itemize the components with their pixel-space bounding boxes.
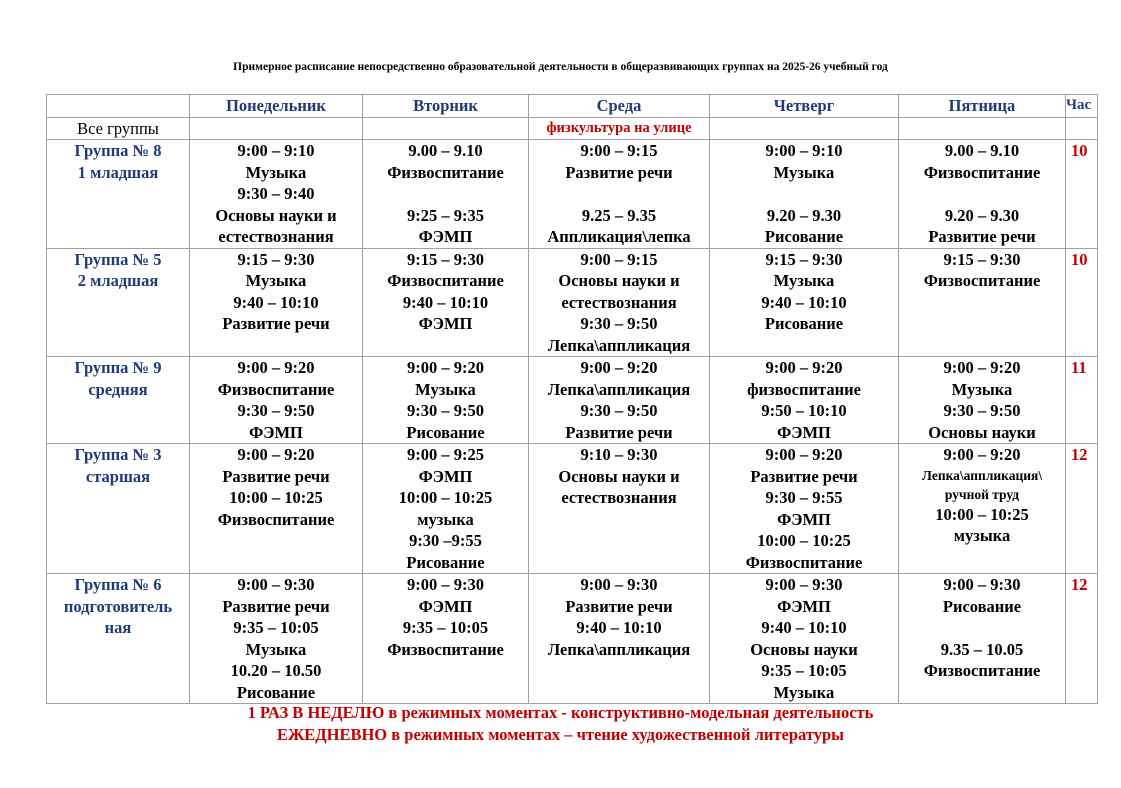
lesson-line: 9.20 – 9.30 [944, 205, 1020, 225]
weekly-hours-cell: 12 [1066, 574, 1098, 704]
lesson-line: естествознания [561, 292, 677, 312]
lesson-line: естествознания [218, 227, 334, 246]
lesson-cell [363, 248, 529, 357]
lesson-line: Рисование [764, 227, 844, 246]
lesson-line: Музыка [245, 639, 307, 659]
all-groups-tuesday [363, 117, 529, 140]
group-name-cell [47, 357, 190, 444]
lesson-line: 9:00 – 9:15 [580, 249, 658, 269]
lesson-line: Аппликация\лепка [547, 227, 691, 246]
lesson-cell [710, 357, 899, 444]
lesson-line: 9.00 – 9.10 [944, 141, 1020, 160]
lesson-line: 9:00 – 9:20 [765, 445, 843, 464]
lesson-line: Развитие речи [565, 162, 673, 182]
lesson-line: 9:30 – 9:50 [580, 401, 658, 420]
lesson-cell [529, 248, 710, 357]
lesson-line: Основы науки и [558, 466, 680, 486]
group-name-line: средняя [88, 379, 148, 399]
lesson-line: 9:40 – 10:10 [576, 618, 662, 637]
schedule-title: Примерное расписание непосредственно образовательной деятельности в общеразвивающих группах на 2025-26 учебный год [233, 61, 888, 73]
weekly-hours-cell: 10 [1066, 140, 1098, 249]
lesson-line: 9:00 – 9:30 [580, 575, 658, 594]
all-groups-label: Все группы [47, 117, 190, 140]
lesson-line: 9:25 – 9:35 [407, 205, 484, 225]
lesson-line: Музыка [773, 271, 835, 290]
lesson-line: естествознания [561, 488, 677, 507]
lesson-line: 9:40 – 10:10 [761, 618, 847, 637]
schedule-row [47, 140, 1098, 249]
lesson-line: 9:00 – 9:20 [237, 445, 315, 464]
lesson-line: Рисование [236, 682, 316, 702]
lesson-line [899, 617, 1065, 639]
header-thursday: Четверг [710, 95, 899, 118]
lesson-line: Физвоспитание [387, 162, 504, 182]
lesson-line: Рисование [942, 596, 1022, 616]
lesson-line: ФЭМП [777, 509, 831, 529]
lesson-line [899, 183, 1065, 205]
lesson-line: Рисование [406, 422, 485, 442]
lesson-line: Музыка [773, 162, 835, 182]
group-name-line: Группа № 9 [74, 358, 162, 377]
lesson-line: 9:35 – 10:05 [761, 661, 847, 680]
lesson-line: Физвоспитание [217, 379, 335, 399]
lesson-cell [190, 248, 363, 357]
lesson-line: 10.20 – 10.50 [230, 661, 322, 680]
lesson-line: ФЭМП [249, 422, 303, 442]
lesson-line: Физвоспитание [923, 162, 1041, 182]
lesson-line: Лепка\аппликация [547, 379, 691, 399]
lesson-cell [363, 444, 529, 574]
lesson-line: музыка [417, 509, 474, 529]
lesson-line: 9:00 – 9:15 [580, 141, 658, 160]
lesson-line: 9:00 – 9:20 [237, 358, 315, 377]
weekly-hours-cell: 12 [1066, 444, 1098, 574]
lesson-line: 9:30 – 9:40 [237, 184, 315, 203]
lesson-line: 9:30 – 9:50 [943, 401, 1021, 420]
all-groups-monday [190, 117, 363, 140]
lesson-line: 9:00 – 9:20 [943, 445, 1021, 464]
lesson-line: 9:00 – 9:30 [407, 575, 484, 594]
lesson-cell [363, 357, 529, 444]
lesson-line: Основы науки [928, 422, 1036, 442]
all-groups-friday [899, 117, 1066, 140]
lesson-line: Рисование [764, 314, 844, 333]
lesson-line: Музыка [951, 379, 1013, 399]
lesson-line: 9:00 – 9:20 [407, 358, 484, 377]
lesson-cell [190, 444, 363, 574]
lesson-line: 9:00 – 9:25 [407, 445, 484, 464]
lesson-line: 9:00 – 9:20 [580, 358, 658, 377]
lesson-line [710, 183, 898, 205]
schedule-row [47, 574, 1098, 704]
lesson-line: Развитие речи [222, 466, 330, 486]
header-empty-cell [47, 95, 190, 118]
header-monday: Понедельник [190, 95, 363, 118]
group-name-cell [47, 444, 190, 574]
lesson-line: 9:10 – 9:30 [580, 445, 658, 464]
lesson-cell [710, 140, 899, 249]
group-name-line: 2 младшая [77, 271, 159, 290]
lesson-cell [899, 140, 1066, 249]
group-name-line: Группа № 8 [74, 141, 162, 160]
lesson-line: Лепка\аппликация\ [921, 467, 1043, 483]
lesson-line: ФЭМП [777, 596, 831, 616]
group-name-line: Группа № 3 [74, 445, 162, 464]
lesson-line: Физвоспитание [923, 661, 1041, 680]
lesson-line: 9:40 – 10:10 [402, 292, 489, 312]
lesson-line: 9:35 – 10:05 [402, 618, 489, 637]
lesson-cell [190, 140, 363, 249]
lesson-line: Основы науки [750, 639, 858, 659]
header-wednesday: Среда [529, 95, 710, 118]
lesson-line: 9:30 – 9:55 [765, 488, 843, 507]
lesson-line: 9:15 – 9:30 [765, 249, 843, 269]
lesson-line: Физвоспитание [387, 271, 504, 290]
daily-note: ЕЖЕДНЕВНО в режимных моментах – чтение художественной литературы [276, 725, 845, 744]
all-groups-row [47, 117, 1098, 140]
lesson-line: ФЭМП [418, 596, 473, 616]
group-name-line: подготовитель [63, 596, 173, 616]
lesson-line: 9:00 – 9:10 [237, 141, 315, 160]
schedule-row [47, 357, 1098, 444]
lesson-line: 9.20 – 9.30 [766, 205, 842, 225]
lesson-cell [190, 357, 363, 444]
lesson-line: 9:00 – 9:30 [943, 575, 1021, 594]
lesson-line: 10:00 – 10:25 [757, 531, 851, 550]
lesson-line: Развитие речи [750, 466, 858, 486]
lesson-line: Музыка [773, 682, 835, 702]
lesson-line: ФЭМП [418, 466, 473, 486]
lesson-line: Развитие речи [222, 596, 330, 616]
lesson-cell [529, 357, 710, 444]
group-name-cell [47, 140, 190, 249]
lesson-line: Лепка\аппликация [547, 639, 691, 659]
lesson-line: 9.00 – 9.10 [408, 141, 483, 160]
lesson-line: 9:30 – 9:50 [580, 314, 658, 333]
schedule-table [46, 94, 1098, 704]
header-row [47, 95, 1098, 118]
lesson-cell [710, 248, 899, 357]
lesson-cell [899, 248, 1066, 357]
lesson-cell [710, 574, 899, 704]
lesson-cell [529, 574, 710, 704]
lesson-line: ФЭМП [418, 314, 473, 333]
lesson-line: Музыка [415, 379, 476, 399]
lesson-line: ФЭМП [418, 227, 473, 246]
lesson-cell [363, 574, 529, 704]
lesson-line: 9:30 –9:55 [409, 531, 482, 550]
lesson-line: 9:40 – 10:10 [233, 292, 319, 312]
lesson-line: Развитие речи [928, 227, 1036, 246]
lesson-line: Развитие речи [222, 314, 330, 333]
group-name-line: 1 младшая [77, 162, 159, 182]
all-groups-thursday [710, 117, 899, 140]
lesson-line: 9.25 – 9.35 [581, 205, 657, 225]
weekly-hours-cell: 10 [1066, 248, 1098, 357]
lesson-cell [899, 444, 1066, 574]
lesson-line: Основы науки и [215, 205, 337, 225]
header-friday: Пятница [899, 95, 1066, 118]
lesson-line: 9:30 – 9:50 [237, 401, 315, 420]
lesson-cell [899, 574, 1066, 704]
lesson-line: 9:00 – 9:20 [943, 358, 1021, 377]
lesson-line: 9:30 – 9:50 [407, 401, 484, 420]
lesson-line: Лепка\аппликация [547, 335, 691, 355]
all-groups-hours [1066, 117, 1098, 140]
header-hours: Час [1066, 95, 1098, 118]
lesson-cell [529, 444, 710, 574]
lesson-cell [899, 357, 1066, 444]
lesson-line: 10:00 – 10:25 [935, 504, 1029, 524]
lesson-line: 9:50 – 10:10 [761, 401, 847, 420]
lesson-line: Основы науки и [558, 271, 680, 290]
lesson-line: Музыка [245, 271, 307, 290]
lesson-line [529, 183, 709, 205]
lesson-line: Физвоспитание [745, 552, 863, 572]
weekly-hours-cell: 11 [1066, 357, 1098, 444]
lesson-line: Физвоспитание [217, 509, 335, 529]
outdoor-pe-note: физкультура на улице [529, 117, 710, 140]
lesson-line: 9:00 – 9:10 [765, 141, 843, 160]
lesson-line: музыка [953, 526, 1011, 545]
lesson-line: Развитие речи [565, 422, 673, 442]
group-name-line: Группа № 6 [74, 575, 162, 594]
header-tuesday: Вторник [363, 95, 529, 118]
group-name-cell [47, 574, 190, 704]
lesson-cell [190, 574, 363, 704]
lesson-cell [529, 140, 710, 249]
lesson-line: ручной труд [944, 486, 1020, 502]
lesson-line: 10:00 – 10:25 [229, 488, 323, 507]
weekly-note: 1 РАЗ В НЕДЕЛЮ в режимных моментах - конструктивно-модельная деятельность [247, 703, 874, 722]
schedule-row [47, 248, 1098, 357]
lesson-line: 10:00 – 10:25 [398, 488, 493, 507]
lesson-line: 9:00 – 9:30 [237, 575, 315, 594]
lesson-line: 9.35 – 10.05 [940, 639, 1024, 659]
lesson-line: 9:35 – 10:05 [233, 618, 319, 637]
lesson-line: 9:00 – 9:30 [765, 575, 843, 594]
schedule-row [47, 444, 1098, 574]
group-name-cell [47, 248, 190, 357]
lesson-line: Физвоспитание [923, 271, 1041, 290]
lesson-line: ФЭМП [777, 422, 831, 442]
lesson-line: Рисование [406, 552, 485, 572]
lesson-line: Физвоспитание [387, 639, 504, 659]
lesson-line: 9:00 – 9:20 [765, 358, 843, 377]
group-name-line: старшая [85, 466, 151, 486]
lesson-line: 9:15 – 9:30 [237, 249, 315, 269]
lesson-cell [363, 140, 529, 249]
lesson-line [363, 183, 528, 205]
lesson-line: Музыка [245, 162, 307, 182]
lesson-line: физвоспитание [747, 379, 861, 399]
lesson-cell [710, 444, 899, 574]
group-name-line: ная [104, 618, 132, 637]
group-name-line: Группа № 5 [74, 249, 162, 269]
lesson-line: Развитие речи [565, 596, 673, 616]
lesson-line: 9:15 – 9:30 [943, 249, 1021, 269]
lesson-line: 9:40 – 10:10 [761, 292, 847, 312]
lesson-line: 9:15 – 9:30 [407, 249, 484, 269]
